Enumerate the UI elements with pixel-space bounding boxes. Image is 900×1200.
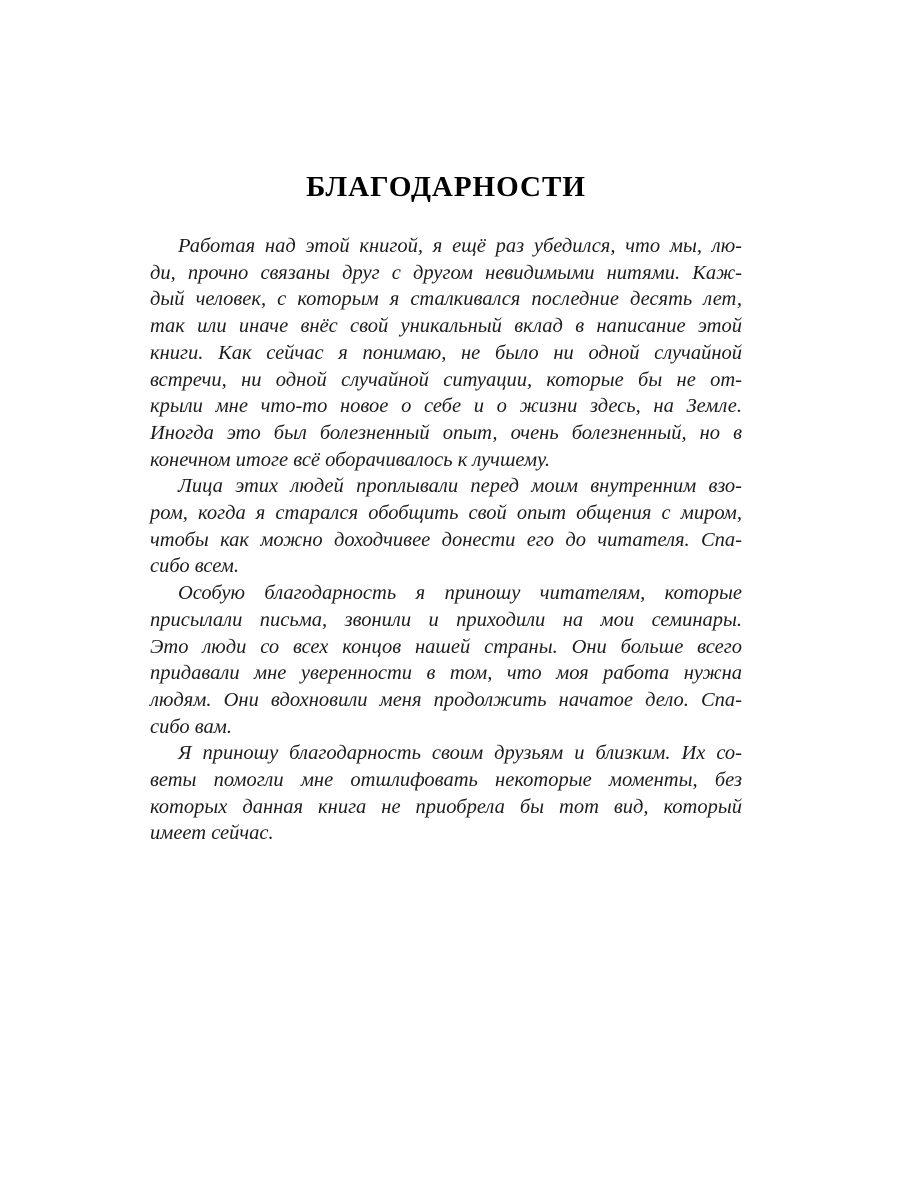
text-line: имеет сейчас.	[150, 822, 274, 845]
text-line: придавали мне уверенности в том, что моя работа нужна	[150, 662, 742, 685]
text-line: конечном итоге всё оборачивалось к лучшему.	[150, 448, 551, 471]
text-line: книги. Как сейчас я понимаю, не было ни одной случайной	[150, 341, 742, 364]
page-title: БЛАГОДАРНОСТИ	[306, 171, 586, 203]
text-line: встречи, ни одной случайной ситуации, которые бы не от-	[150, 368, 742, 391]
text-line: Я приношу благодарность своим друзьям и близким. Их со-	[178, 742, 742, 765]
text-line: чтобы как можно доходчивее донести его до читателя. Спа-	[150, 528, 742, 551]
text-line: которых данная книга не приобрела бы тот вид, который	[150, 795, 742, 818]
text-line: Работая над этой книгой, я ещё раз убедился, что мы, лю-	[178, 235, 742, 257]
paragraph	[150, 473, 742, 580]
text-line: веты помогли мне отшлифовать некоторые моменты, без	[150, 769, 742, 792]
paragraph	[150, 233, 742, 473]
text-line: присылали письма, звонили и приходили на мои семинары.	[150, 608, 742, 631]
text-line: сибо всем.	[150, 555, 240, 578]
text-block	[150, 233, 742, 847]
text-line: крыли мне что-то новое о себе и о жизни здесь, на Земле.	[150, 395, 742, 418]
text-line: сибо вам.	[150, 715, 232, 738]
text-line: дый человек, с которым я сталкивался последние десять лет,	[150, 288, 742, 311]
text-line: ди, прочно связаны друг с другом невидимыми нитями. Каж-	[150, 261, 742, 284]
text-line: Лица этих людей проплывали перед моим внутренним взо-	[178, 475, 742, 498]
paragraph	[150, 580, 742, 740]
text-line: Особую благодарность я приношу читателям, которые	[178, 582, 742, 605]
text-line: Иногда это был болезненный опыт, очень болезненный, но в	[150, 421, 742, 444]
paragraph	[150, 740, 742, 847]
text-line: Это люди со всех концов нашей страны. Они больше всего	[150, 635, 742, 658]
page-content	[150, 170, 742, 847]
text-line: людям. Они вдохновили меня продолжить начатое дело. Спа-	[150, 688, 742, 711]
text-line: так или иначе внёс свой уникальный вклад в написание этой	[150, 315, 742, 338]
text-line: ром, когда я старался обобщить свой опыт общения с миром,	[150, 502, 742, 525]
